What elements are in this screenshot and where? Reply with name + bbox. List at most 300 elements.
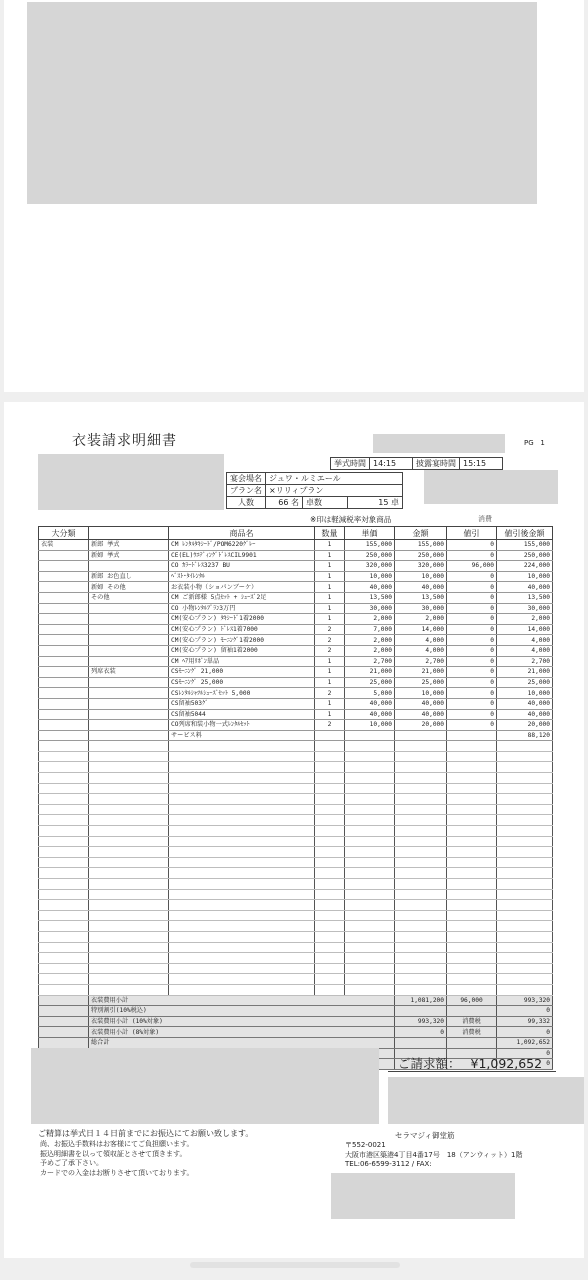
- empty-cell: [395, 804, 447, 815]
- horizontal-scrollbar[interactable]: [190, 1262, 400, 1268]
- table-cell: 1: [315, 561, 345, 572]
- table-cell: [345, 730, 395, 741]
- empty-cell: [497, 847, 553, 858]
- empty-cell: [39, 794, 89, 805]
- table-cell: 2: [315, 720, 345, 731]
- table-row: [39, 624, 553, 635]
- empty-cell: [345, 963, 395, 974]
- empty-cell: [447, 974, 497, 985]
- page-number: PG 1: [524, 439, 545, 447]
- table-cell: 14,000: [497, 624, 553, 635]
- table-row: [39, 688, 553, 699]
- empty-cell: [315, 751, 345, 762]
- footer-note-line: 振込明細書を以って領収証とさせて頂きます。: [40, 1149, 187, 1158]
- summary-cell: 消費税: [447, 1016, 497, 1027]
- empty-cell: [89, 921, 169, 932]
- empty-cell: [39, 974, 89, 985]
- empty-cell: [89, 826, 169, 837]
- empty-cell: [497, 963, 553, 974]
- redacted-customer-name: [373, 434, 505, 453]
- empty-cell: [395, 900, 447, 911]
- empty-cell: [315, 773, 345, 784]
- empty-cell: [315, 900, 345, 911]
- table-row: [39, 720, 553, 731]
- table-cell: 2,700: [345, 656, 395, 667]
- empty-cell: [169, 900, 315, 911]
- table-cell: 1: [315, 550, 345, 561]
- table-cell: 20,000: [395, 720, 447, 731]
- column-header: 金額: [395, 527, 447, 540]
- table-cell: 10,000: [395, 688, 447, 699]
- summary-cell: [39, 1027, 89, 1038]
- grand-total-label: ご請求額：: [398, 1056, 461, 1071]
- empty-cell: [497, 804, 553, 815]
- empty-row: [39, 984, 553, 995]
- table-cell: 155,000: [395, 540, 447, 551]
- empty-cell: [89, 984, 169, 995]
- empty-cell: [395, 762, 447, 773]
- empty-cell: [39, 921, 89, 932]
- table-cell: CO ｶﾗｰﾄﾞﾚｽ3237 BU: [169, 561, 315, 572]
- empty-cell: [315, 953, 345, 964]
- table-cell: 新婦 挙式: [89, 550, 169, 561]
- empty-cell: [447, 910, 497, 921]
- table-cell: 30,000: [395, 603, 447, 614]
- table-cell: お衣装小物（ショパンブーケ）: [169, 582, 315, 593]
- shop-postal: 〒552-0021: [345, 1141, 386, 1149]
- empty-cell: [395, 836, 447, 847]
- table-cell: 2: [315, 624, 345, 635]
- summary-cell: [39, 1006, 89, 1017]
- table-cell: 96,000: [447, 561, 497, 572]
- empty-cell: [169, 762, 315, 773]
- empty-cell: [89, 815, 169, 826]
- footer-note-line: 尚、お振込手数料はお客様にてご負担願います。: [40, 1140, 194, 1148]
- empty-cell: [345, 931, 395, 942]
- empty-cell: [447, 815, 497, 826]
- empty-cell: [315, 847, 345, 858]
- table-cell: 2: [315, 645, 345, 656]
- table-cell: 30,000: [345, 603, 395, 614]
- empty-cell: [395, 741, 447, 752]
- empty-cell: [169, 804, 315, 815]
- table-cell: [315, 730, 345, 741]
- table-cell: [89, 698, 169, 709]
- table-cell: 4,000: [497, 635, 553, 646]
- empty-cell: [395, 921, 447, 932]
- table-row: [39, 667, 553, 678]
- table-cell: 40,000: [345, 582, 395, 593]
- table-cell: 新婦 その他: [89, 582, 169, 593]
- table-cell: 1: [315, 656, 345, 667]
- table-cell: 0: [447, 614, 497, 625]
- empty-cell: [315, 931, 345, 942]
- empty-cell: [447, 942, 497, 953]
- empty-cell: [89, 794, 169, 805]
- previous-page-sheet: [4, 0, 584, 392]
- empty-cell: [39, 879, 89, 890]
- table-cell: [395, 730, 447, 741]
- empty-cell: [345, 889, 395, 900]
- empty-cell: [89, 942, 169, 953]
- empty-cell: [89, 868, 169, 879]
- table-cell: 10,000: [345, 720, 395, 731]
- empty-cell: [395, 889, 447, 900]
- empty-cell: [497, 910, 553, 921]
- table-cell: [39, 614, 89, 625]
- empty-cell: [395, 773, 447, 784]
- empty-cell: [89, 804, 169, 815]
- empty-cell: [39, 984, 89, 995]
- column-header: 商品名: [169, 527, 315, 540]
- time-table: [330, 457, 503, 470]
- empty-cell: [497, 741, 553, 752]
- empty-cell: [169, 741, 315, 752]
- empty-cell: [169, 783, 315, 794]
- empty-row: [39, 879, 553, 890]
- handwritten-note: 消費: [478, 515, 492, 523]
- table-cell: CM(安心プラン) 留袖1着2000: [169, 645, 315, 656]
- empty-cell: [39, 804, 89, 815]
- summary-row: [39, 995, 553, 1006]
- table-cell: 250,000: [497, 550, 553, 561]
- table-cell: [39, 571, 89, 582]
- empty-cell: [497, 815, 553, 826]
- table-row: [39, 582, 553, 593]
- empty-cell: [345, 794, 395, 805]
- invoice-title: 衣装請求明細書: [72, 433, 177, 449]
- table-cell: 2: [315, 688, 345, 699]
- empty-cell: [315, 974, 345, 985]
- table-row: [39, 592, 553, 603]
- summary-row: [39, 1006, 553, 1017]
- empty-cell: [395, 751, 447, 762]
- empty-cell: [39, 762, 89, 773]
- empty-cell: [89, 857, 169, 868]
- empty-cell: [315, 804, 345, 815]
- table-cell: 21,000: [345, 667, 395, 678]
- table-cell: 155,000: [497, 540, 553, 551]
- table-cell: 155,000: [345, 540, 395, 551]
- empty-cell: [39, 751, 89, 762]
- ceremony-time: 14:15: [370, 458, 413, 470]
- table-cell: 0: [447, 720, 497, 731]
- table-cell: [89, 656, 169, 667]
- guests-count: 66 名: [266, 497, 303, 509]
- table-cell: 0: [447, 656, 497, 667]
- empty-cell: [497, 984, 553, 995]
- empty-cell: [447, 794, 497, 805]
- summary-cell: 特別割引(10%税込): [89, 1006, 395, 1017]
- table-cell: 0: [447, 688, 497, 699]
- empty-cell: [39, 847, 89, 858]
- empty-cell: [89, 783, 169, 794]
- empty-cell: [169, 836, 315, 847]
- table-row: [39, 540, 553, 551]
- table-cell: 2,000: [395, 614, 447, 625]
- empty-cell: [447, 921, 497, 932]
- table-cell: CM(安心プラン) ﾀｷｼｰﾄﾞ1着2000: [169, 614, 315, 625]
- table-cell: 250,000: [395, 550, 447, 561]
- table-cell: [89, 603, 169, 614]
- table-cell: CSﾓｰﾆﾝｸﾞ 25,000: [169, 677, 315, 688]
- table-cell: 1: [315, 592, 345, 603]
- empty-cell: [497, 879, 553, 890]
- empty-cell: [169, 942, 315, 953]
- table-cell: CM ご新郎様 5点ｾｯﾄ + ｼｭｰｽﾞ2足: [169, 592, 315, 603]
- empty-cell: [395, 974, 447, 985]
- table-cell: 列席衣装: [89, 667, 169, 678]
- shop-tel: TEL:06-6599-3112 / FAX:: [345, 1160, 432, 1168]
- empty-cell: [345, 836, 395, 847]
- table-row: [39, 603, 553, 614]
- table-cell: CO 小物ﾚﾝﾀﾙﾌﾟﾗﾝ3万円: [169, 603, 315, 614]
- empty-cell: [395, 868, 447, 879]
- table-cell: 2,000: [345, 614, 395, 625]
- table-row: [39, 645, 553, 656]
- empty-cell: [89, 762, 169, 773]
- empty-cell: [395, 984, 447, 995]
- summary-cell: 消費税: [447, 1027, 497, 1038]
- empty-cell: [345, 783, 395, 794]
- reception-time: 15:15: [460, 458, 503, 470]
- empty-cell: [315, 762, 345, 773]
- empty-cell: [315, 836, 345, 847]
- table-cell: CS留袖503ｸﾞ: [169, 698, 315, 709]
- empty-row: [39, 931, 553, 942]
- empty-cell: [447, 931, 497, 942]
- empty-row: [39, 762, 553, 773]
- table-row: [39, 677, 553, 688]
- redacted-couple-info: [424, 470, 558, 504]
- table-cell: [39, 550, 89, 561]
- summary-row: [39, 1027, 553, 1038]
- empty-cell: [395, 794, 447, 805]
- table-cell: [39, 709, 89, 720]
- table-row: [39, 561, 553, 572]
- table-cell: 21,000: [497, 667, 553, 678]
- empty-cell: [39, 741, 89, 752]
- table-row: [39, 635, 553, 646]
- table-cell: [39, 720, 89, 731]
- empty-cell: [89, 773, 169, 784]
- table-cell: 40,000: [395, 582, 447, 593]
- empty-cell: [497, 900, 553, 911]
- table-cell: [39, 561, 89, 572]
- shop-street: 大阪市港区築港4丁目4番17号 18（アンウィット）1階: [345, 1150, 523, 1159]
- table-cell: CSﾓｰﾆﾝｸﾞ 21,000: [169, 667, 315, 678]
- summary-cell: 0: [497, 1059, 553, 1070]
- table-cell: CM ﾍｱ用ﾘﾎﾞﾝ単品: [169, 656, 315, 667]
- summary-row: [39, 1016, 553, 1027]
- empty-row: [39, 921, 553, 932]
- table-cell: 1: [315, 709, 345, 720]
- empty-cell: [315, 889, 345, 900]
- table-cell: 4,000: [395, 635, 447, 646]
- table-cell: 0: [447, 667, 497, 678]
- empty-cell: [89, 931, 169, 942]
- empty-cell: [447, 804, 497, 815]
- empty-row: [39, 953, 553, 964]
- empty-cell: [39, 815, 89, 826]
- table-cell: 0: [447, 698, 497, 709]
- table-cell: [39, 688, 89, 699]
- empty-cell: [89, 974, 169, 985]
- column-header: 単価: [345, 527, 395, 540]
- empty-row: [39, 847, 553, 858]
- table-cell: [89, 645, 169, 656]
- empty-row: [39, 773, 553, 784]
- empty-cell: [395, 826, 447, 837]
- empty-cell: [395, 963, 447, 974]
- tables-count: 15 卓: [348, 497, 403, 509]
- summary-cell: 1,092,652: [497, 1037, 553, 1048]
- table-cell: CM ﾚﾝﾀﾙﾀｷｼｰﾄﾞ/POM6220ｸﾞﾚｰ: [169, 540, 315, 551]
- empty-cell: [447, 783, 497, 794]
- table-cell: 40,000: [395, 709, 447, 720]
- empty-cell: [39, 953, 89, 964]
- table-cell: 2,700: [497, 656, 553, 667]
- empty-cell: [447, 762, 497, 773]
- empty-cell: [39, 868, 89, 879]
- table-cell: [39, 730, 89, 741]
- empty-cell: [315, 879, 345, 890]
- summary-cell: 衣装費用小計: [89, 995, 395, 1006]
- summary-cell: 99,332: [497, 1016, 553, 1027]
- empty-cell: [169, 910, 315, 921]
- empty-cell: [89, 910, 169, 921]
- table-cell: [89, 614, 169, 625]
- empty-cell: [447, 857, 497, 868]
- table-cell: [39, 667, 89, 678]
- venue-label: 宴会場名: [227, 473, 266, 485]
- empty-cell: [169, 974, 315, 985]
- empty-cell: [89, 889, 169, 900]
- empty-cell: [39, 889, 89, 900]
- table-cell: 13,500: [497, 592, 553, 603]
- empty-cell: [89, 963, 169, 974]
- table-cell: 40,000: [395, 698, 447, 709]
- table-cell: 40,000: [345, 709, 395, 720]
- grand-total: [398, 1054, 542, 1072]
- table-cell: 21,000: [395, 667, 447, 678]
- ceremony-time-label: 挙式時間: [331, 458, 370, 470]
- empty-cell: [497, 783, 553, 794]
- empty-cell: [447, 826, 497, 837]
- empty-cell: [39, 783, 89, 794]
- empty-cell: [169, 751, 315, 762]
- table-cell: 14,000: [395, 624, 447, 635]
- empty-cell: [345, 762, 395, 773]
- empty-cell: [447, 879, 497, 890]
- empty-cell: [39, 857, 89, 868]
- empty-cell: [89, 900, 169, 911]
- empty-row: [39, 868, 553, 879]
- empty-cell: [447, 984, 497, 995]
- empty-cell: [447, 900, 497, 911]
- empty-cell: [315, 741, 345, 752]
- empty-row: [39, 826, 553, 837]
- table-cell: 2: [315, 635, 345, 646]
- redacted-customer-info: [38, 454, 224, 510]
- table-cell: CSﾚﾝﾀﾙｼｬﾂﾙｼｭｰｽﾞｾｯﾄ 5,000: [169, 688, 315, 699]
- empty-cell: [315, 910, 345, 921]
- empty-cell: [169, 921, 315, 932]
- empty-cell: [447, 847, 497, 858]
- table-cell: [39, 603, 89, 614]
- empty-cell: [315, 963, 345, 974]
- empty-cell: [497, 942, 553, 953]
- table-cell: 1: [315, 698, 345, 709]
- table-cell: 2,700: [395, 656, 447, 667]
- column-header: 数量: [315, 527, 345, 540]
- table-cell: 4,000: [395, 645, 447, 656]
- table-cell: 20,000: [497, 720, 553, 731]
- empty-row: [39, 974, 553, 985]
- empty-row: [39, 783, 553, 794]
- empty-cell: [395, 857, 447, 868]
- empty-cell: [169, 931, 315, 942]
- empty-cell: [345, 847, 395, 858]
- empty-cell: [39, 900, 89, 911]
- empty-row: [39, 815, 553, 826]
- empty-cell: [395, 910, 447, 921]
- empty-cell: [169, 773, 315, 784]
- table-header-row: [39, 527, 553, 540]
- empty-cell: [447, 741, 497, 752]
- table-cell: 5,000: [345, 688, 395, 699]
- summary-cell: [39, 995, 89, 1006]
- empty-cell: [345, 868, 395, 879]
- footer-notes: [40, 1140, 193, 1178]
- summary-cell: [395, 1006, 447, 1017]
- table-cell: その他: [89, 592, 169, 603]
- empty-cell: [497, 974, 553, 985]
- table-cell: [89, 709, 169, 720]
- table-row: [39, 571, 553, 582]
- empty-cell: [89, 953, 169, 964]
- empty-cell: [497, 751, 553, 762]
- redacted-stamp: [331, 1173, 515, 1219]
- empty-cell: [345, 953, 395, 964]
- empty-row: [39, 857, 553, 868]
- tables-label: 卓数: [303, 497, 348, 509]
- empty-cell: [497, 773, 553, 784]
- table-cell: 衣装: [39, 540, 89, 551]
- shop-name: セラマジィ御堂筋: [395, 1131, 455, 1140]
- redacted-bank-info: [31, 1048, 379, 1124]
- empty-cell: [345, 741, 395, 752]
- redacted-bank-account: [388, 1077, 584, 1124]
- table-cell: 2,000: [345, 645, 395, 656]
- table-cell: 0: [447, 677, 497, 688]
- table-cell: 10,000: [345, 571, 395, 582]
- empty-cell: [497, 826, 553, 837]
- empty-row: [39, 963, 553, 974]
- table-cell: 40,000: [497, 709, 553, 720]
- table-cell: 10,000: [497, 571, 553, 582]
- empty-row: [39, 751, 553, 762]
- empty-row: [39, 804, 553, 815]
- table-cell: [89, 730, 169, 741]
- empty-cell: [89, 741, 169, 752]
- column-header: 値引後金額: [497, 527, 553, 540]
- table-cell: 13,500: [395, 592, 447, 603]
- empty-cell: [345, 879, 395, 890]
- table-cell: 25,000: [497, 677, 553, 688]
- empty-cell: [39, 942, 89, 953]
- empty-cell: [345, 984, 395, 995]
